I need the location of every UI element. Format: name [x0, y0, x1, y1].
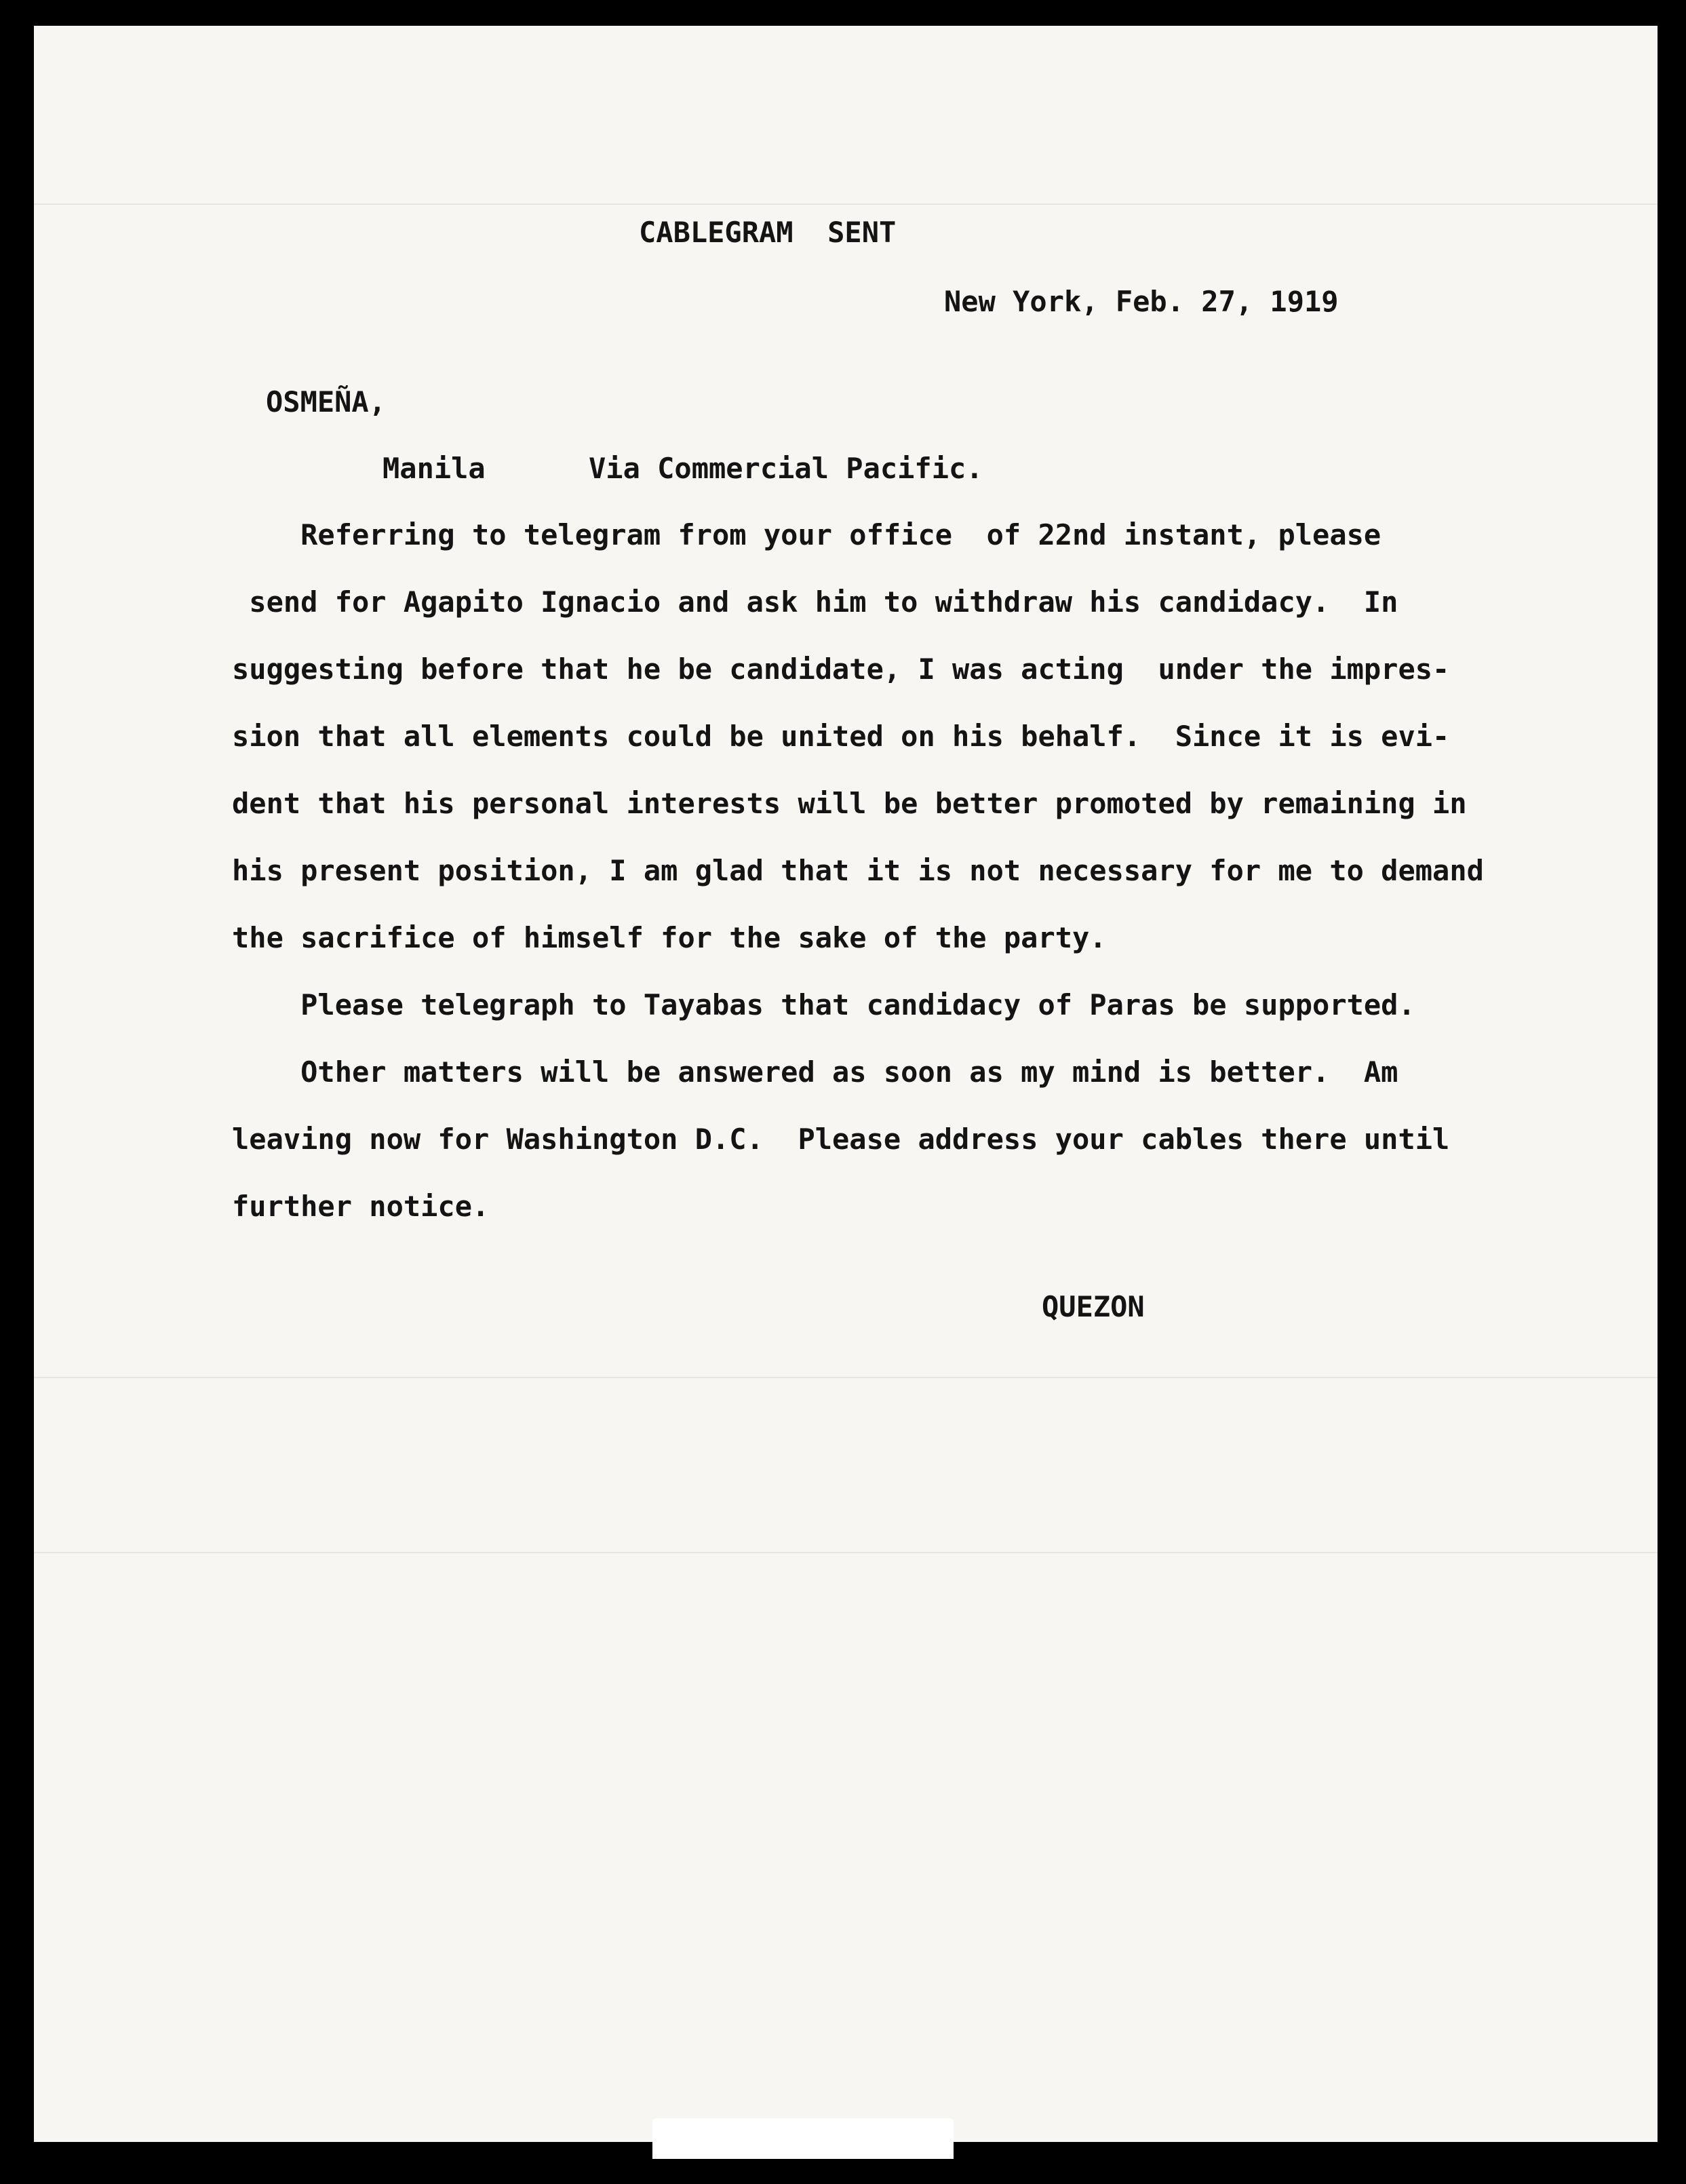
body-line: further notice. [232, 1190, 490, 1223]
body-line: Referring to telegram from your office of 22nd instant, please [232, 518, 1381, 551]
paper-rule-line [34, 203, 1658, 205]
body-line: dent that his personal interests will be better promoted by remaining in [232, 787, 1467, 820]
document-heading: CABLEGRAM SENT [639, 216, 897, 249]
route-via: Via Commercial Pacific. [589, 452, 983, 485]
paper-rule-line [34, 1377, 1658, 1378]
body-line: suggesting before that he be candidate, I was acting under the impres- [232, 652, 1450, 686]
body-line: the sacrifice of himself for the sake of the party. [232, 921, 1107, 954]
paper-rule-line [34, 1552, 1658, 1553]
dateline: New York, Feb. 27, 1919 [944, 285, 1339, 318]
body-line: Please telegraph to Tayabas that candidacy of Paras be supported. [232, 988, 1415, 1021]
body-line: sion that all elements could be united on his behalf. Since it is evi- [232, 720, 1450, 753]
body-line: his present position, I am glad that it is not necessary for me to demand [232, 854, 1484, 887]
paper-tab [652, 2118, 954, 2159]
signature: QUEZON [1042, 1290, 1145, 1323]
route-city: Manila [383, 452, 486, 485]
body-line: send for Agapito Ignacio and ask him to withdraw his candidacy. In [232, 585, 1398, 619]
body-line: leaving now for Washington D.C. Please address your cables there until [232, 1123, 1450, 1156]
addressee: OSMEÑA, [266, 385, 387, 418]
body-line: Other matters will be answered as soon as my mind is better. Am [232, 1055, 1398, 1089]
